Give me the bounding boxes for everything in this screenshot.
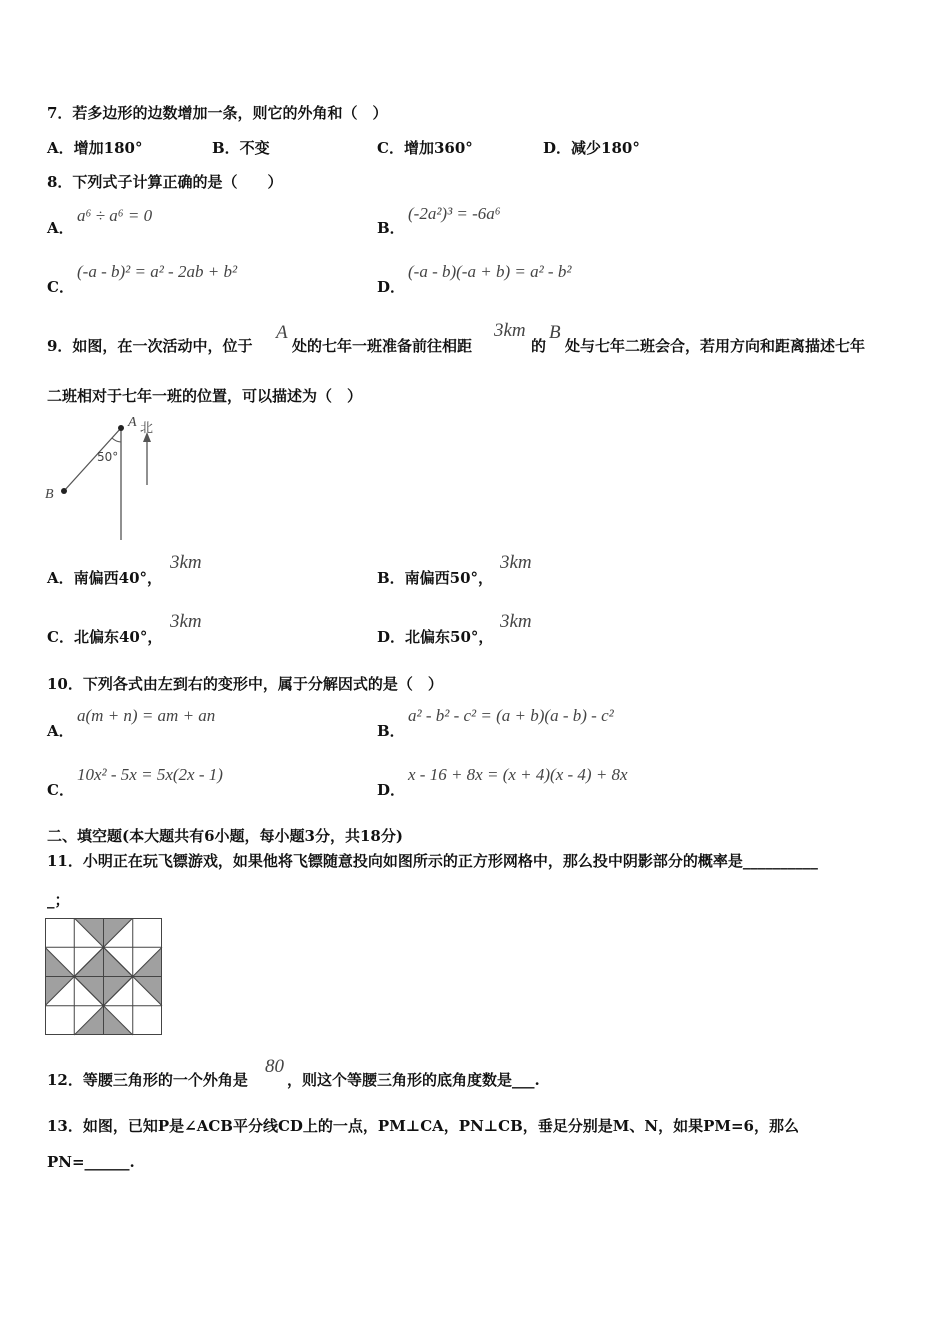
grid-lines bbox=[45, 918, 162, 1035]
point-b bbox=[61, 488, 67, 494]
point-a bbox=[118, 425, 124, 431]
q13-stem-line2: PN=______. bbox=[47, 1153, 135, 1171]
q8-option-b-label: B． bbox=[377, 219, 405, 237]
q10-option-c-expr: 10x² - 5x = 5x(2x - 1) bbox=[77, 765, 223, 784]
q10-option-b-label: B． bbox=[377, 722, 405, 740]
section2-title: 二、填空题(本大题共有6小题，每小题3分，共18分) bbox=[47, 827, 403, 845]
q9-distance: 3km bbox=[494, 320, 526, 341]
q10-option-d-label: D． bbox=[377, 781, 406, 799]
label-b: B bbox=[45, 487, 54, 502]
q11-stem: 11．小明正在玩飞镖游戏，如果他将飞镖随意投向如图所示的正方形网格中，那么投中阴影部分的概率是__________ bbox=[47, 852, 818, 870]
q10-option-a-expr: a(m + n) = am + an bbox=[77, 706, 216, 725]
q10-option-a-label: A． bbox=[47, 722, 74, 740]
q9-stem-part3: 的 bbox=[531, 337, 547, 355]
q9-option-a: A．南偏西40°， bbox=[47, 569, 163, 587]
q7-option-b: B．不变 bbox=[212, 139, 270, 157]
q9-stem-part1: 9．如图，在一次活动中，位于 bbox=[47, 337, 253, 355]
q11-stem-line2: _； bbox=[47, 891, 70, 909]
q12-stem-part1: 12．等腰三角形的一个外角是 bbox=[47, 1071, 248, 1089]
q9-option-c: C．北偏东40°， bbox=[47, 628, 163, 646]
angle-label: 50° bbox=[97, 450, 119, 464]
q12-stem-part2: ，则这个等腰三角形的底角度数是___. bbox=[287, 1071, 540, 1089]
q8-option-a-expr: a⁶ ÷ a⁶ = 0 bbox=[77, 206, 153, 225]
q10-option-c-label: C． bbox=[47, 781, 74, 799]
q8-option-d-expr: (-a - b)(-a + b) = a² - b² bbox=[408, 262, 572, 281]
q11-dartboard-grid bbox=[45, 918, 165, 1038]
q8-option-c-label: C． bbox=[47, 278, 74, 296]
q8-option-c-expr: (-a - b)² = a² - 2ab + b² bbox=[77, 262, 238, 281]
label-a: A bbox=[128, 415, 137, 430]
q9-stem-part4: 处与七年二班会合，若用方向和距离描述七年 bbox=[565, 337, 866, 355]
q8-option-b-expr: (-2a²)³ = -6a⁶ bbox=[408, 204, 501, 223]
q10-option-b-expr: a² - b² - c² = (a + b)(a - b) - c² bbox=[408, 706, 614, 725]
q9-stem-line2: 二班相对于七年一班的位置，可以描述为（ ） bbox=[47, 387, 363, 405]
q12-angle: 80 bbox=[265, 1056, 284, 1077]
q9-option-d-km: 3km bbox=[500, 611, 532, 632]
q7-option-a: A．增加180° bbox=[47, 139, 143, 157]
q9-option-b: B．南偏西50°， bbox=[377, 569, 494, 587]
q8-option-d-label: D． bbox=[377, 278, 406, 296]
q7-option-c: C．增加360° bbox=[377, 139, 473, 157]
q7-option-d: D．减少180° bbox=[543, 139, 640, 157]
q9-option-d: D．北偏东50°， bbox=[377, 628, 494, 646]
q9-var-b: B bbox=[549, 322, 561, 343]
q10-stem: 10．下列各式由左到右的变形中，属于分解因式的是（ ） bbox=[47, 675, 443, 693]
q13-stem: 13．如图，已知P是∠ACB平分线CD上的一点，PM⊥CA，PN⊥CB，垂足分别是M、N，如果PM=6，那么 bbox=[47, 1117, 799, 1135]
angle-arc bbox=[112, 438, 121, 442]
q8-option-a-label: A． bbox=[47, 219, 74, 237]
q9-var-a: A bbox=[276, 322, 288, 343]
q9-option-b-km: 3km bbox=[500, 552, 532, 573]
q9-direction-figure bbox=[40, 410, 170, 545]
q8-stem: 8．下列式子计算正确的是（ ） bbox=[47, 173, 283, 191]
q9-option-a-km: 3km bbox=[170, 552, 202, 573]
label-north: 北 bbox=[140, 421, 154, 436]
q9-option-c-km: 3km bbox=[170, 611, 202, 632]
q7-stem: 7．若多边形的边数增加一条，则它的外角和（ ） bbox=[47, 104, 388, 122]
q10-option-d-expr: x - 16 + 8x = (x + 4)(x - 4) + 8x bbox=[408, 765, 628, 784]
q9-stem-part2: 处的七年一班准备前往相距 bbox=[292, 337, 473, 355]
